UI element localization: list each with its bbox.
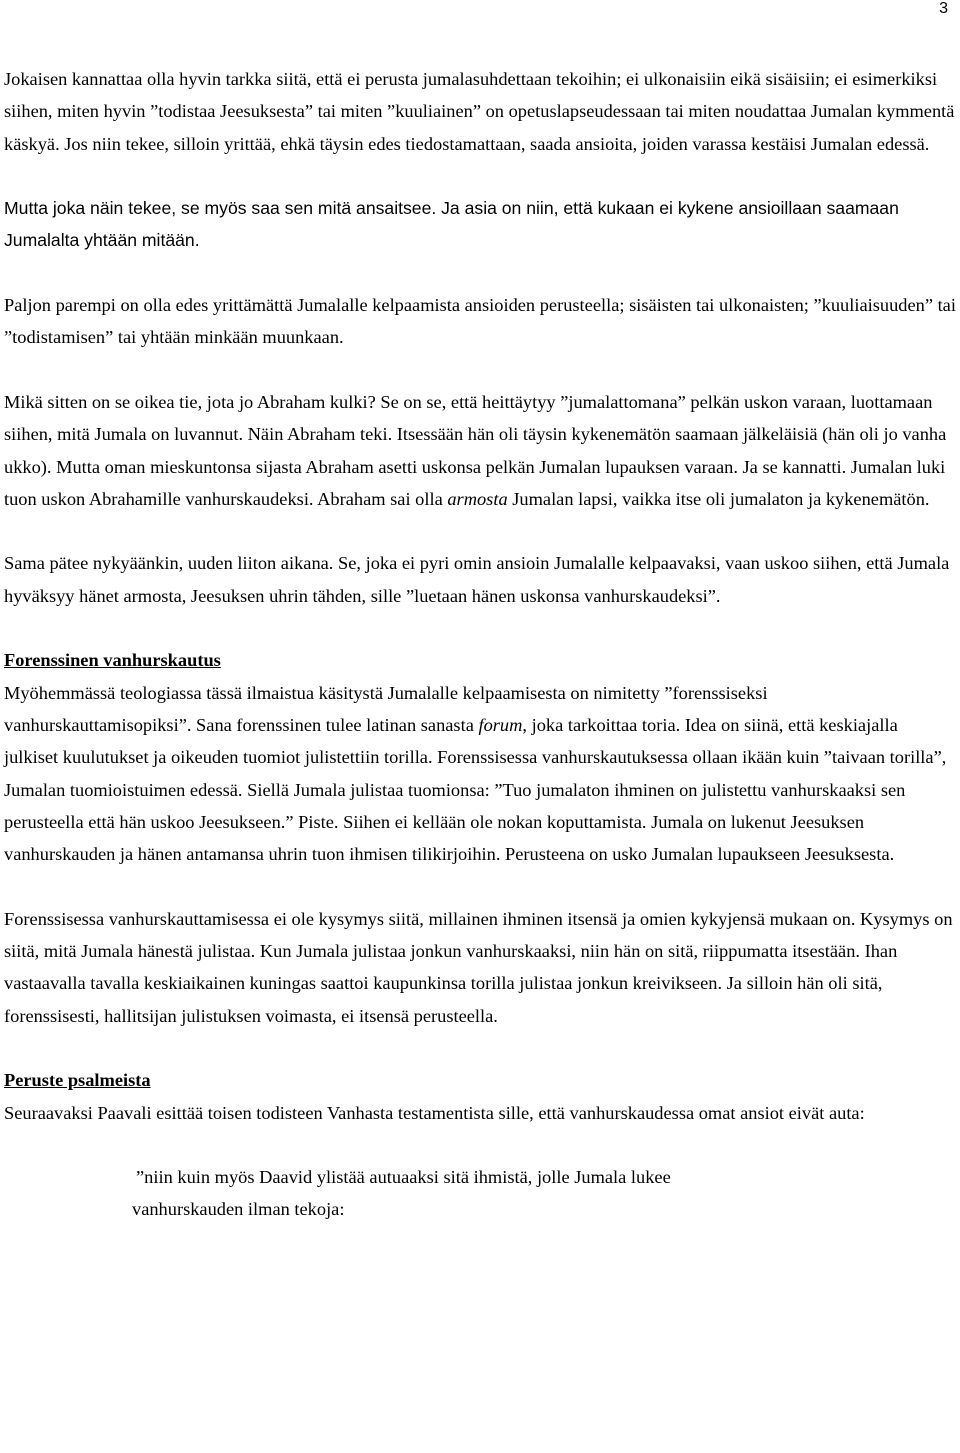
paragraph-6-text-a: Myöhemmässä teologiassa tässä ilmaistua käsitystä Jumalalle kelpaamisesta on nimitetty ”forenssiseksi vanhurskauttamisopiksi”. Sana forenssinen tulee latinan sanasta <box>4 682 768 735</box>
paragraph-2 <box>4 192 956 257</box>
paragraph-6-text-b: , joka tarkoittaa toria. Idea on siinä, että keskiajalla julkiset kuulutukset ja oikeuden tuomiot julistettiin torilla. Forenssisessa vanhurskautuksessa ollaan ikään kuin ”taivaan torilla”, Jumalan tuomioistuimen edessä. Siellä Jumala julistaa tuomionsa: ”Tuo jumalaton ihminen on julistettu vanhurskaaksi sen perusteella että hän uskoo Jeesukseen.” Piste. Siihen ei kellään ole nokan koputtamista. Jumala on lukenut Jeesuksen vanhurskauden ja hänen antamansa uhrin tuon ihmisen tilikirjoihin. Perusteena on usko Jumalan lupaukseen Jeesuksesta. <box>4 714 947 865</box>
paragraph-3 <box>4 289 956 354</box>
page-number: 3 <box>939 0 948 17</box>
block-quote <box>132 1161 956 1226</box>
paragraph-4-emphasis: armosta <box>447 488 508 509</box>
document-body <box>4 63 956 1226</box>
paragraph-2-text: Mutta joka näin tekee, se myös saa sen mitä ansaitsee. Ja asia on niin, että kukaan ei kykene ansioillaan saamaan Jumalalta yhtään mitään. <box>4 198 899 251</box>
paragraph-4-text-b: Jumalan lapsi, vaikka itse oli jumalaton ja kykenemätön. <box>512 488 930 509</box>
paragraph-7 <box>4 903 956 1032</box>
section-heading-psalmeista: Peruste psalmeista <box>4 1070 151 1091</box>
paragraph-5 <box>4 547 956 612</box>
paragraph-1-text: Jokaisen kannattaa olla hyvin tarkka siitä, että ei perusta jumalasuhdettaan tekoihin; ei ulkonaisiin eikä sisäisiin; ei esimerkiksi siihen, miten hyvin ”todistaa Jeesuksesta” tai miten ”kuuliainen” on opetuslapseudessaan tai miten noudattaa Jumalan kymmentä käskyä. Jos niin tekee, silloin yrittää, ehkä täysin edes tiedostamattaan, saada ansioita, joiden varassa kestäisi Jumalan edessä. <box>4 69 955 154</box>
paragraph-6 <box>4 644 956 870</box>
quote-line-1: ”niin kuin myös Daavid ylistää autuaaksi sitä ihmistä, jolle Jumala lukee <box>136 1167 671 1188</box>
paragraph-4 <box>4 386 956 515</box>
paragraph-8 <box>4 1064 956 1129</box>
paragraph-4-text-a: Mikä sitten on se oikea tie, jota jo Abraham kulki? Se on se, että heittäytyy ”jumalattomana” pelkän uskon varaan, luottamaan siihen, mitä Jumala on luvannut. Näin Abraham teki. Itsessään hän oli täysin kykenemätön saamaan jälkeläisiä (hän oli jo vanha ukko). Mutta oman mieskuntonsa sijasta Abraham asetti uskonsa pelkän Jumalan lupauksen varaan. Ja se kannatti. Jumalan luki tuon uskon Abrahamille vanhurskaudeksi. Abraham sai olla <box>4 391 947 509</box>
quote-line-2: vanhurskauden ilman tekoja: <box>132 1199 345 1220</box>
paragraph-5-text: Sama pätee nykyäänkin, uuden liiton aikana. Se, joka ei pyri omin ansioin Jumalalle kelpaavaksi, vaan uskoo siihen, että Jumala hyväksyy hänet armosta, Jeesuksen uhrin tähden, sille ”luetaan hänen uskonsa vanhurskaudeksi”. <box>4 553 950 606</box>
paragraph-7-text: Forenssisessa vanhurskauttamisessa ei ole kysymys siitä, millainen ihminen itsensä ja omien kykyjensä mukaan on. Kysymys on siitä, mitä Jumala hänestä julistaa. Kun Jumala julistaa jonkun vanhurskaaksi, niin hän on sitä, riippumatta itsestään. Ihan vastaavalla tavalla keskiaikainen kuningas saattoi kaupunkinsa torilla julistaa jonkun kreivikseen. Ja silloin hän oli sitä, forenssisesti, hallitsijan julistuksen voimasta, ei itsensä perusteella. <box>4 908 953 1026</box>
paragraph-6-emphasis: forum <box>478 714 523 735</box>
section-heading-forenssinen: Forenssinen vanhurskautus <box>4 650 221 671</box>
paragraph-3-text: Paljon parempi on olla edes yrittämättä Jumalalle kelpaamista ansioiden perusteella; sisäisten tai ulkonaisten; ”kuuliaisuuden” tai ”todistamisen” tai yhtään minkään muunkaan. <box>4 295 956 348</box>
paragraph-8-text: Seuraavaksi Paavali esittää toisen todisteen Vanhasta testamentista sille, että vanhurskaudessa omat ansiot eivät auta: <box>4 1102 865 1123</box>
paragraph-1 <box>4 63 956 160</box>
